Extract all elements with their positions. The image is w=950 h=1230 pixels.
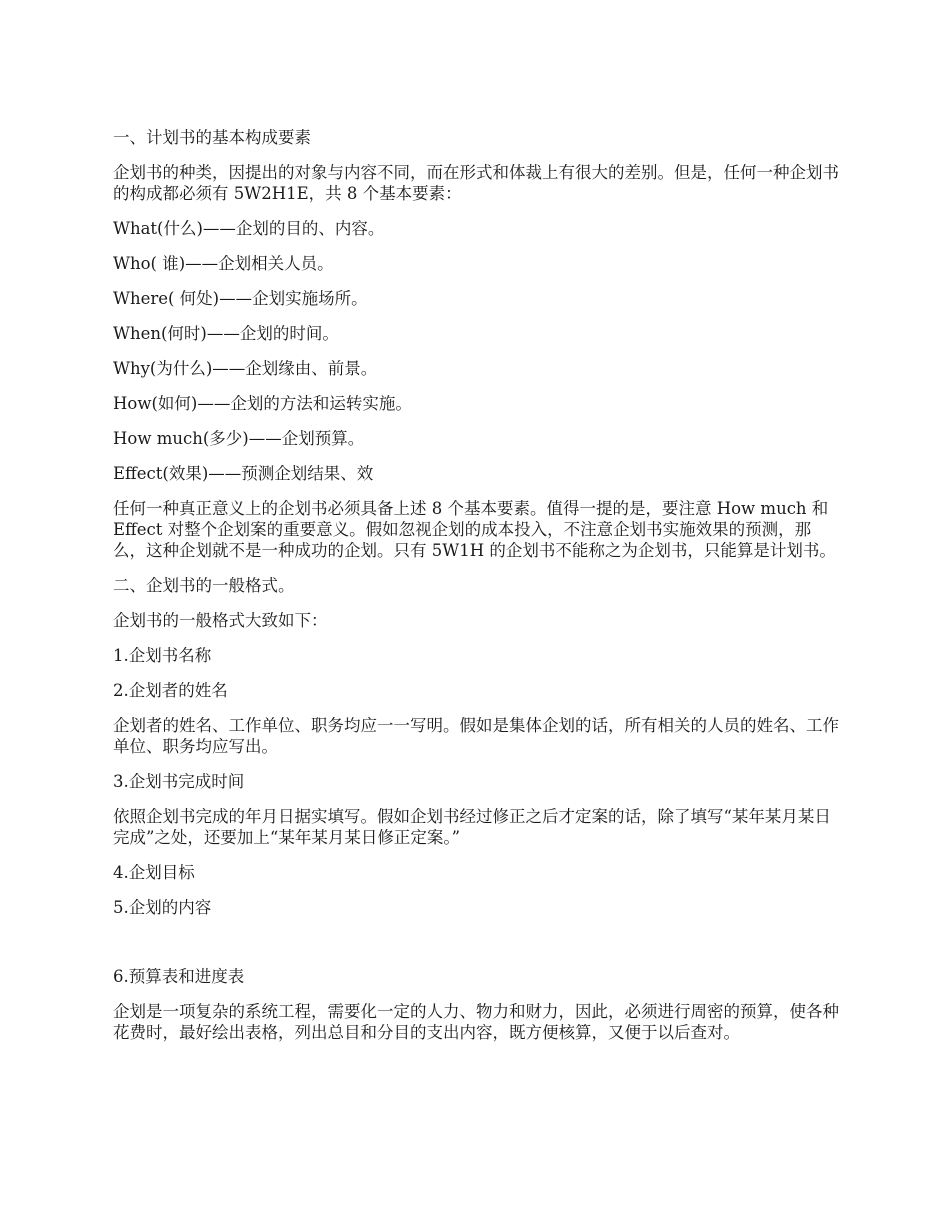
paragraph-intro: 企划书的种类，因提出的对象与内容不同，而在形式和体裁上有很大的差别。但是，任何一种企划书的构成都必须有 5W2H1E，共 8 个基本要素： [113, 163, 839, 203]
list-item-how: How(如何)——企划的方法和运转实施。 [113, 394, 412, 413]
paragraph-author-details: 企划者的姓名、工作单位、职务均应一一写明。假如是集体企划的话，所有相关的人员的姓名、工作单位、职务均应写出。 [113, 716, 839, 756]
list-item-how-much: How much(多少)——企划预算。 [113, 429, 365, 448]
blank-gap [113, 932, 841, 966]
list-item-what: What(什么)——企划的目的、内容。 [113, 219, 385, 238]
list-item-why: Why(为什么)——企划缘由、前景。 [113, 359, 378, 378]
list-item-where: Where( 何处)——企划实施场所。 [113, 289, 368, 308]
format-item-2: 2.企划者的姓名 [113, 681, 228, 700]
format-item-6: 6.预算表和进度表 [113, 967, 245, 986]
section-heading-2: 二、企划书的一般格式。 [113, 576, 295, 595]
paragraph-budget: 企划是一项复杂的系统工程，需要化一定的人力、物力和财力，因此，必须进行周密的预算，使各种花费时，最好绘出表格，列出总目和分目的支出内容，既方便核算，又便于以后查对。 [113, 1002, 839, 1042]
paragraph-format-intro: 企划书的一般格式大致如下： [113, 611, 328, 630]
format-item-5: 5.企划的内容 [113, 898, 212, 917]
paragraph-completion-time: 依照企划书完成的年月日据实填写。假如企划书经过修正之后才定案的话，除了填写“某年某月某日完成”之处，还要加上“某年某月某日修正定案。” [113, 807, 831, 847]
format-item-4: 4.企划目标 [113, 863, 195, 882]
list-item-when: When(何时)——企划的时间。 [113, 324, 339, 343]
section-heading-1: 一、计划书的基本构成要素 [113, 128, 311, 147]
list-item-effect: Effect(效果)——预测企划结果、效 [113, 464, 374, 483]
list-item-who: Who( 谁)——企划相关人员。 [113, 254, 334, 273]
paragraph-elements-note: 任何一种真正意义上的企划书必须具备上述 8 个基本要素。值得一提的是，要注意 How much 和 Effect 对整个企划案的重要意义。假如忽视企划的成本投入，不注意企划书实施效果的预测，那么，这种企划就不是一种成功的企划。只有 5W1H 的企划书不能称之为企划书，只能算是计划书。 [113, 499, 836, 560]
format-item-3: 3.企划书完成时间 [113, 772, 245, 791]
document-page [113, 127, 841, 1057]
format-item-1: 1.企划书名称 [113, 646, 212, 665]
